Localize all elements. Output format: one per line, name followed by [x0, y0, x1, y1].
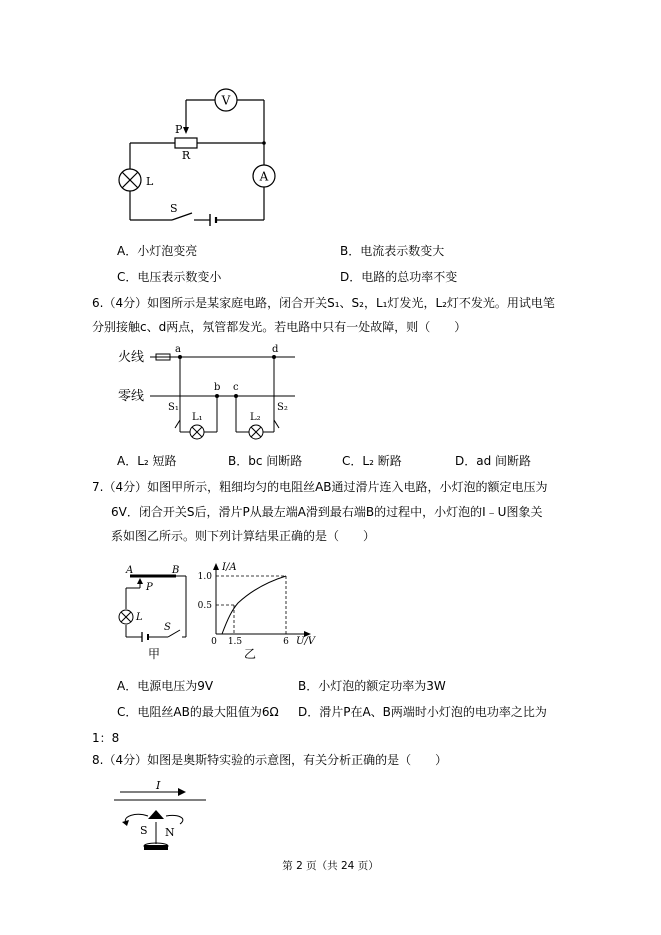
end-a-label: A	[126, 565, 134, 576]
q7-text-line1: 7.（4分）如图甲所示，粗细均匀的电阻丝AB通过滑片连入电路，小灯泡的额定电压为	[92, 480, 548, 494]
q7-text-line2: 6V．闭合开关S后，滑片P从最左端A滑到最右端B的过程中，小灯泡的I﹣U图象关	[111, 505, 543, 519]
lamp-l2-label: L₂	[250, 412, 261, 423]
q5-option-d: D．电路的总功率不变	[340, 270, 458, 284]
voltmeter-label: V	[221, 93, 231, 108]
x-tick-15: 1.5	[227, 637, 243, 647]
x-tick-0: 0	[211, 637, 217, 647]
q5-option-a: A．小灯泡变亮	[117, 244, 198, 258]
slider-label: P	[175, 123, 183, 136]
rheostat-label: R	[181, 149, 191, 162]
x-axis-label: U/V	[296, 636, 316, 647]
q7-option-b: B．小灯泡的额定功率为3W	[298, 679, 446, 693]
y-tick-05: 0.5	[197, 601, 212, 611]
compass-s-label: S	[140, 824, 148, 837]
figure-caption-jia: 甲	[148, 647, 161, 661]
lamp-label: L	[136, 612, 143, 623]
q8-text-line1: 8.（4分）如图是奥斯特实验的示意图，有关分析正确的是（ ）	[92, 753, 448, 767]
q5-option-c: C．电压表示数变小	[117, 270, 222, 284]
q7-text-line3: 系如图乙所示。则下列计算结果正确的是（ ）	[111, 529, 376, 543]
lamp-label: L	[146, 175, 154, 188]
point-b-label: b	[214, 382, 221, 393]
y-axis-label: I/A	[222, 562, 237, 573]
current-label: I	[156, 779, 161, 792]
q7-option-d-wrap: 1：8	[92, 731, 120, 745]
q7-option-a: A．电源电压为9V	[117, 679, 214, 693]
figure-caption-yi: 乙	[244, 647, 257, 661]
q6-text-line1: 6.（4分）如图所示是某家庭电路，闭合开关S₁、S₂，L₁灯发光，L₂灯不发光。用试电笔	[92, 296, 555, 310]
ammeter-label: A	[259, 169, 269, 184]
y-tick-1: 1.0	[197, 572, 212, 582]
page-footer: 第 2 页（共 24 页）	[282, 860, 379, 872]
circuit-diagram-q5	[110, 85, 280, 230]
point-d-label: d	[272, 344, 279, 355]
household-circuit-diagram	[112, 340, 302, 440]
q6-option-b: B．bc 间断路	[228, 454, 303, 468]
switch-label: S	[164, 622, 171, 633]
q6-option-c: C．L₂ 断路	[342, 454, 402, 468]
q6-text-line2: 分别接触c、d两点，氖管都发光。若电路中只有一处故障，则（ ）	[92, 320, 467, 334]
q7-circuit-diagram	[112, 562, 192, 662]
switch-s2-label: S₂	[277, 402, 288, 413]
x-tick-6: 6	[283, 637, 289, 647]
compass-n-label: N	[165, 826, 175, 839]
point-a-label: a	[175, 344, 181, 355]
q6-option-a: A．L₂ 短路	[117, 454, 177, 468]
q6-option-d: D．ad 间断路	[455, 454, 532, 468]
switch-s1-label: S₁	[168, 402, 179, 413]
iu-graph	[197, 560, 320, 664]
end-b-label: B	[172, 565, 180, 576]
switch-label: S	[170, 202, 178, 215]
oersted-experiment-diagram	[112, 778, 212, 854]
q7-option-c: C．电阻丝AB的最大阻值为6Ω	[117, 705, 279, 719]
q7-option-d: D．滑片P在A、B两端时小灯泡的电功率之比为	[298, 705, 547, 719]
slider-p-label: P	[146, 582, 153, 593]
lamp-l1-label: L₁	[192, 412, 203, 423]
neutral-wire-label: 零线	[118, 389, 145, 404]
point-c-label: c	[233, 382, 239, 393]
live-wire-label: 火线	[118, 350, 145, 365]
q5-option-b: B．电流表示数变大	[340, 244, 445, 258]
